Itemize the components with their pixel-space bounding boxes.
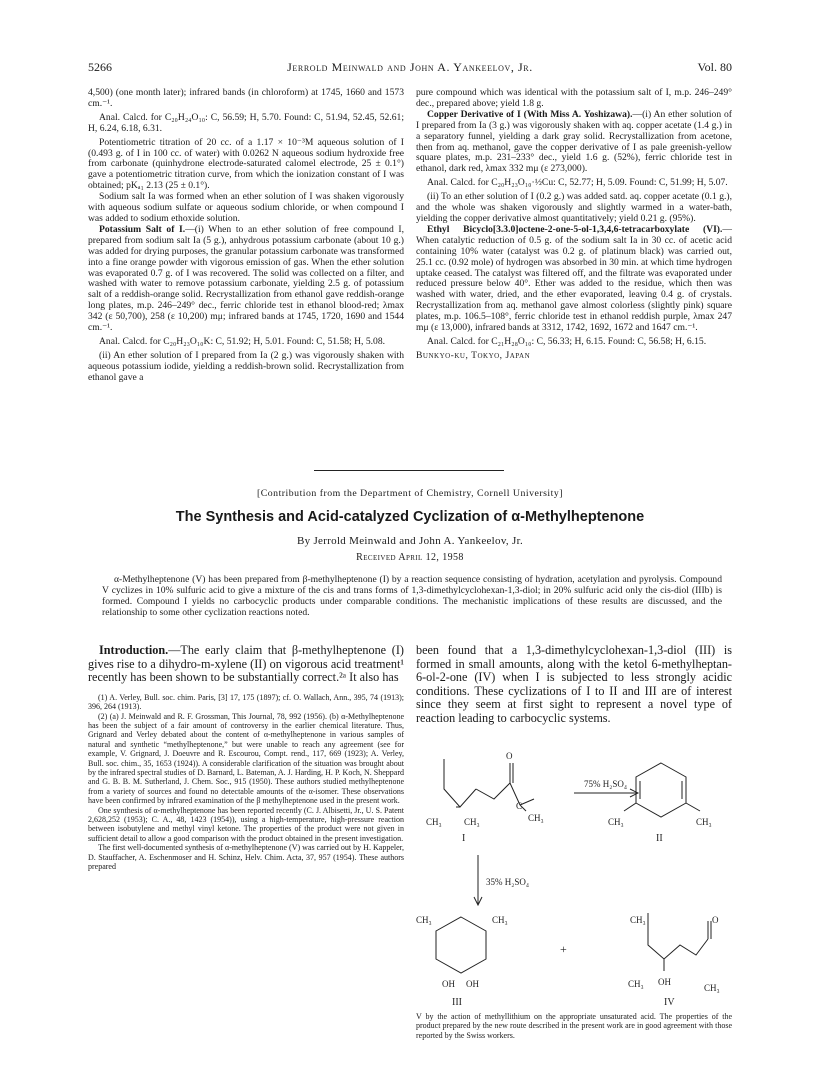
methyl-label: CH₃ bbox=[628, 979, 644, 989]
section-heading: Copper Derivative of I (With Miss A. Yoshizawa). bbox=[427, 108, 633, 120]
analysis-line: Anal. Calcd. for C₂₀H₂₃O₁₀K: C, 51.92; H, 5.01. Found: C, 51.58; H, 5.08. bbox=[99, 335, 386, 347]
introduction-paragraph bbox=[88, 644, 404, 685]
oxygen-label: O bbox=[506, 751, 513, 761]
hydroxyl-label: OH bbox=[466, 979, 479, 989]
footnotes bbox=[88, 693, 404, 872]
volume-label: Vol. 80 bbox=[697, 60, 732, 74]
footnote: (1) A. Verley, Bull. soc. chim. Paris, [3] 17, 175 (1897); cf. O. Wallach, Ann., 395, 74 (1913); 396, 264 (1913). bbox=[88, 692, 404, 712]
abstract bbox=[102, 575, 722, 619]
paragraph bbox=[416, 110, 732, 175]
continued-footnote bbox=[416, 1012, 732, 1040]
paragraph: (ii) An ether solution of I prepared from Ia (2 g.) was vigorously shaken with aqueous potassium iodide, yielding a reddish-brown solid. Recrystallization from ethanol gave a bbox=[88, 349, 404, 383]
author-byline: By Jerrold Meinwald and John A. Yankeelov, Jr. bbox=[296, 535, 524, 547]
compound-number: III bbox=[452, 997, 462, 1008]
paragraph bbox=[88, 225, 404, 334]
page-number: 5266 bbox=[88, 60, 112, 74]
abstract-text: α-Methylheptenone (V) has been prepared from β-methylheptenone (I) by a reaction sequence consisting of hydration, acetylation and pyrolysis. Compound V cyclizes in 10% sulfuric acid to give a mixture of the cis and trans forms of 1,3-dimethylcyclohexan-1,3-diol; in 20% sulfuric acid only the cis-diol (IIIb) is formed. Compound I yields no carbocyclic products under comparable conditions. The mechanistic implications of these results are discussed, and the relationship to some other cyclization reactions noted. bbox=[102, 574, 722, 618]
paragraph: Sodium salt Ia was formed when an ether solution of I was shaken vigorously with aqueous sodium sulfate or aqueous sodium chloride, or when compound I was added to sodium ethoxide solution. bbox=[88, 191, 404, 224]
introduction-continued: been found that a 1,3-dimethylcyclohexan-1,3-diol (III) is formed in small amounts, along with the ketol 6-methylheptan-6-ol-2-one (IV) when I is subjected to less strongly acidic conditions. These cyclizations of I to II and III are of interest since they seem at first sight to represent a novel type of reaction leading to carbocyclic systems. bbox=[416, 643, 732, 725]
article-title: The Synthesis and Acid-catalyzed Cyclization of α-Methylheptenone bbox=[175, 509, 645, 525]
body-left-column bbox=[88, 644, 404, 872]
carbon-label: C bbox=[516, 801, 523, 811]
section-divider bbox=[314, 470, 504, 471]
chain-bond bbox=[648, 913, 708, 959]
hydroxyl-label: OH bbox=[658, 977, 671, 987]
section-heading: Potassium Salt of I. bbox=[99, 223, 186, 235]
paragraph: Potentiometric titration of 20 cc. of a 1.17 × 10⁻³M aqueous solution of I (0.493 g. of I in 100 cc. of water) with 0.0262 N aqueous sodium hydroxide free from carbonate (quinhydrone electrode-saturated calomel electrode, 25 ± 0.1°) gave a potentiometric titration curve, from which the ionization constant of I was obtained; pKₐ₁ 2.13 (25 ± 0.1°). bbox=[88, 136, 404, 192]
methyl-label: CH₃ bbox=[630, 915, 646, 925]
body-right-column bbox=[416, 644, 732, 726]
paragraph-text: —(i) An ether solution of I prepared from Ia (3 g.) was vigorously shaken with aq. copper acetate (1.4 g.) in a separatory funnel, yielding a dark gray solid. Recrystallization from acetone, then from aq. methanol, gave the copper derivative of I as pale greenish-yellow square plates, m.p. 231–233° dec., yield 1.6 g. (52%), ferric chloride test in ethanol, dark red, λmax 332 mμ (ε 273,000). bbox=[416, 108, 732, 175]
section-heading: Ethyl Bicyclo[3.3.0]octene-2-one-5-ol-1,3,4,6-tetracarboxylate (VI). bbox=[427, 223, 723, 235]
methyl-label: CH₃ bbox=[704, 983, 720, 993]
analysis-line: Anal. Calcd. for C₂₁H₂₈O₁₀: C, 56.33; H, 6.15. Found: C, 56.58; H, 6.15. bbox=[427, 335, 707, 347]
reaction-scheme bbox=[416, 745, 732, 1010]
footnote: One synthesis of α-methylheptenone has been reported recently (C. J. Albisetti, Jr., U. S. Patent 2,628,252 (1953); C. A., 48, 1423 (1954)), using a high-temperature, high-pressure reaction between isobutylene and methyl vinyl ketone. The properties of the product were not given in sufficient detail to allow a good comparison with the product obtained in the present investigation. bbox=[88, 805, 404, 843]
methyl-label: CH₃ bbox=[416, 915, 432, 925]
hydroxyl-label: OH bbox=[442, 979, 455, 989]
reaction-condition: 75% H₂SO₄ bbox=[584, 779, 628, 789]
methyl-bond bbox=[686, 803, 700, 811]
chain-bond bbox=[444, 759, 476, 807]
methyl-bond bbox=[624, 803, 636, 811]
reaction-condition: 35% H₂SO₄ bbox=[486, 877, 530, 887]
ring bbox=[636, 763, 686, 817]
footnote: (2) (a) J. Meinwald and R. F. Grossman, This Journal, 78, 992 (1956). (b) α-Methylheptenone has been the subject of a fair amount of controversy in the earlier chemical literature. Thus, Grignard and Verley debated about the content of α-methylheptenone in various samples of natural and synthetic “methylheptenone,” but were unable to reach any agreement (see for example, V. Grignard, J. Doeuvre and R. Escourou, Compt. rend., 117, 669 (1923); A. Verley, Bull. soc. chim., 35, 1653 (1924)). A considerable clarification of the situation was brought about by the infrared spectral studies of D. Barnard, L. Bateman, A. J. Harding, H. P. Koch, N. Sheppard and G. B. B. M. Sutherland, J. Chem. Soc., 915 (1950). These authors studied methylheptenone from a variety of sources and found no detectable amounts of the α-isomer. These observations have been confirmed by infrared examination of the β methylheptenone used in the present work. bbox=[88, 711, 404, 806]
compound-number: II bbox=[656, 833, 663, 844]
methyl-label: CH₃ bbox=[608, 817, 624, 827]
paragraph-text: —The early claim that β-methylheptenone (I) gives rise to a dihydro-m-xylene (II) on vigorous acid treatment¹ recently has been shown to be substantially correct.²ᵃ It also has bbox=[88, 643, 404, 685]
top-right-column bbox=[416, 88, 732, 362]
methyl-label: CH₃ bbox=[492, 915, 508, 925]
paragraph-text: —(i) When to an ether solution of free compound I, prepared from sodium salt Ia (5 g.), anhydrous potassium carbonate (about 10 g.) was added for drying purposes, the granular potassium carbonate was transformed into a fine orange powder with vigorous emission of gas. When the ether solution was evaporated 0.7 g. of I was recovered. The solid was collected on a filter, and washed with water to remove potassium carbonate, yielding 2.5 g. of potassium salt of a reddish-orange solid. Recrystallization from ethanol gave reddish-orange long plates, m.p. 246–249° dec., ferric chloride test in ethanol blood-red; λmax 342 (ε 50,700), 258 (ε 10,200) mμ; infrared bands at 1745, 1720, 1690 and 1544 cm.⁻¹. bbox=[88, 223, 404, 334]
received-date: Received April 12, 1958 bbox=[356, 552, 464, 563]
methyl-label: CH₃ bbox=[528, 813, 544, 823]
running-header bbox=[88, 60, 732, 76]
compound-number: I bbox=[462, 833, 466, 844]
top-left-column bbox=[88, 88, 404, 384]
methyl-label: CH₃ bbox=[696, 817, 712, 827]
reaction-scheme-drawing bbox=[416, 745, 732, 1010]
footnote-continuation: V by the action of methyllithium on the appropriate unsaturated acid. The properties of the product prepared by the new route described in the present work are in good agreement with those reported by the Swiss workers. bbox=[416, 1012, 732, 1040]
plus-sign: + bbox=[560, 942, 567, 956]
paragraph: pure compound which was identical with the potassium salt of I, m.p. 246–249° dec., prepared above; yield 1.8 g. bbox=[416, 87, 732, 109]
methyl-label: CH₃ bbox=[426, 817, 442, 827]
ring bbox=[436, 917, 486, 973]
institution-place: Bunkyo-ku, Tokyo, Japan bbox=[416, 349, 531, 361]
paragraph: (ii) To an ether solution of I (0.2 g.) was added satd. aq. copper acetate (0.1 g.), and the whole was shaken vigorously and slightly warmed in a water-bath, yielding the copper derivative almost quantitatively; yield 0.21 g. (95%). bbox=[416, 191, 732, 224]
paragraph bbox=[416, 225, 732, 334]
contribution-line: [Contribution from the Department of Chemistry, Cornell University] bbox=[256, 488, 564, 499]
analysis-line: Anal. Calcd. for C₂₀H₂₃O₁₀·½Cu: C, 52.77; H, 5.09. Found: C, 51.99; H, 5.07. bbox=[427, 177, 728, 189]
section-heading: Introduction. bbox=[99, 643, 169, 657]
paragraph: 4,500) (one month later); infrared bands (in chloroform) at 1745, 1660 and 1573 cm.⁻¹. bbox=[88, 87, 404, 109]
methyl-label: CH₃ bbox=[464, 817, 480, 827]
analysis-line: Anal. Calcd. for C₂₀H₂₄O₁₀: C, 56.59; H, 5.70. Found: C, 51.94, 52.45, 52.61; H, 6.24, 6.18, 6.31. bbox=[88, 111, 404, 134]
chain-bond bbox=[520, 799, 534, 805]
paragraph-text: —When catalytic reduction of 0.5 g. of the sodium salt Ia in 30 cc. of acetic acid containing 10% water (catalyst was 0.2 g. of platinum black) was carried out, 25.1 cc. (0.92 mole) of hydrogen was absorbed in 30 min. at which time hydrogen uptake ceased. The catalyst was filtered off, and the filtrate was evaporated under reduced pressure below 40°. Ether was added to the residue, which then was washed with water, dried, and the ether evaporated, leaving 0.4 g. of crystals. Recrystallization from aq. methanol gave almost colorless (slightly pink) square plates, m.p. 106.5–108°, ferric chloride test in ethanol reddish purple, λmax 247 mμ (ε 13,000), infrared bands at 3312, 1742, 1692, 1672 and 1647 cm.⁻¹. bbox=[416, 223, 732, 334]
compound-number: IV bbox=[664, 997, 675, 1008]
footnote: The first well-documented synthesis of α-methylheptenone (V) was carried out by H. Kappeler, D. Stauffacher, A. Eschenmoser and H. Schinz, Helv. Chim. Acta, 37, 957 (1954). These authors prepared bbox=[88, 843, 404, 872]
chain-bond bbox=[476, 783, 520, 805]
running-title: Jerrold Meinwald and John A. Yankeelov, Jr. bbox=[287, 60, 533, 74]
oxygen-label: O bbox=[712, 915, 719, 925]
